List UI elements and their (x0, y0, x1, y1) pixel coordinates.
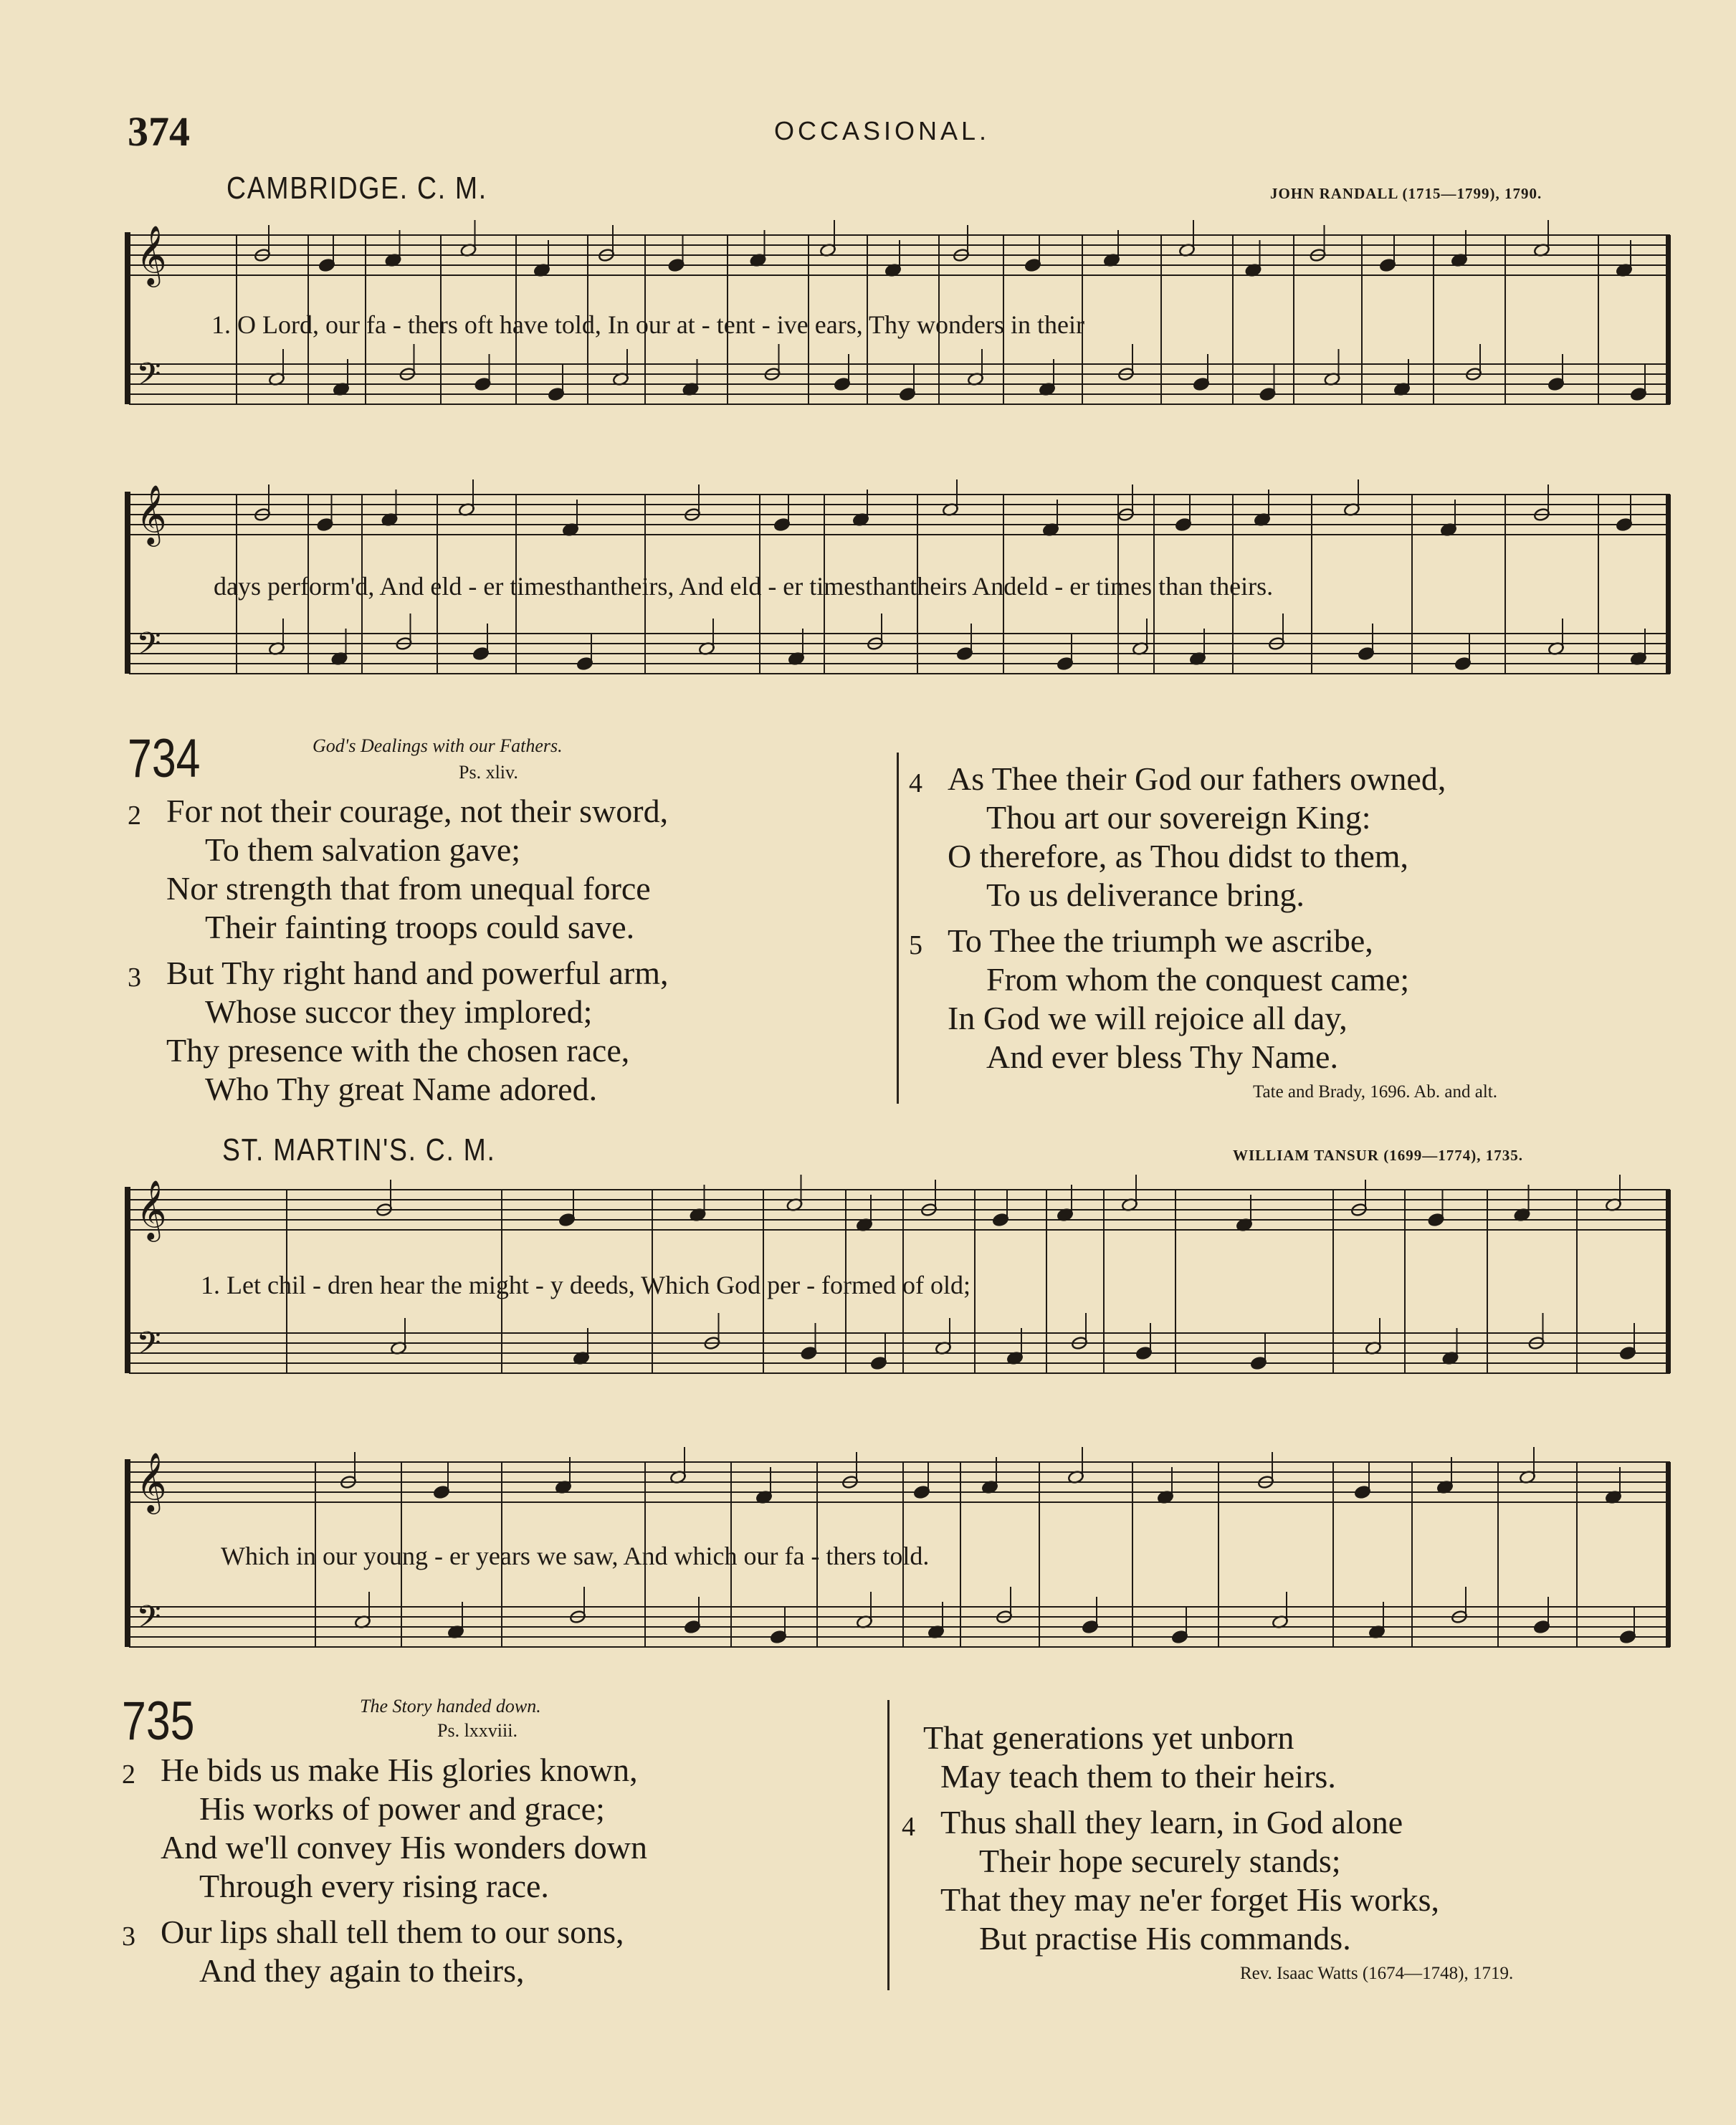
verse-line: But practise His commands. (979, 1920, 1351, 1957)
verse-line: Our lips shall tell them to our sons, (161, 1914, 624, 1950)
verse-line: For not their courage, not their sword, (166, 793, 669, 829)
tune-name-st-martins: ST. MARTIN'S. C. M. (222, 1132, 496, 1167)
verse-line: And ever bless Thy Name. (986, 1038, 1338, 1075)
hymn-number-735: 735 (122, 1691, 195, 1752)
lyrics-underlay-734-line-1: 1. O Lord, our fa - thers oft have told, In our at - tent - ive ears, Thy wonders in their (211, 310, 1084, 339)
stanza (902, 1803, 1439, 1958)
hymn-title-734: God's Dealings with our Fathers. (313, 735, 563, 756)
stanza (909, 760, 1446, 915)
stanza-number: 3 (122, 1921, 135, 1952)
verse-line: Thy presence with the chosen race, (166, 1032, 630, 1069)
stanza (128, 954, 669, 1109)
verse-column-734-right (909, 760, 1446, 1076)
verse-line: Whose succor they implored; (205, 993, 593, 1030)
verse-line: He bids us make His glories known, (161, 1752, 638, 1788)
bass-clef-icon: 𝄢 (136, 1598, 161, 1643)
verse-line: As Thee their God our fathers owned, (948, 760, 1446, 797)
verse-line: May teach them to their heirs. (940, 1758, 1336, 1795)
stanza (122, 1751, 647, 1906)
verse-line: O therefore, as Thou didst to them, (948, 838, 1409, 874)
attribution-734: Tate and Brady, 1696. Ab. and alt. (1253, 1082, 1497, 1102)
verse-line: Who Thy great Name adored. (205, 1071, 598, 1107)
stanza-number: 4 (902, 1812, 915, 1842)
running-head: OCCASIONAL. (774, 116, 991, 145)
tune-name-cambridge: CAMBRIDGE. C. M. (226, 171, 487, 206)
verse-line: And we'll convey His wonders down (161, 1829, 648, 1866)
final-barline (1666, 495, 1670, 674)
final-barline (1666, 235, 1670, 404)
psalm-reference-735: Ps. lxxviii. (437, 1720, 518, 1741)
verse-line: To Thee the triumph we ascribe, (948, 922, 1373, 959)
attribution-735: Rev. Isaac Watts (1674—1748), 1719. (1240, 1964, 1514, 1983)
stanza-number: 2 (122, 1759, 135, 1790)
verse-line: To us deliverance bring. (986, 877, 1305, 913)
column-divider-735 (887, 1700, 890, 1990)
composer-credit-st-martins: WILLIAM TANSUR (1699—1774), 1735. (1233, 1147, 1523, 1164)
bass-clef-icon: 𝄢 (136, 1324, 161, 1370)
verse-line: Their hope securely stands; (979, 1843, 1341, 1879)
verse-line: And they again to theirs, (199, 1952, 525, 1989)
verse-column-735-right (902, 1719, 1439, 1958)
verse-line: Their fainting troops could save. (205, 909, 635, 945)
lyrics-underlay-735-line-2: Which in our young - er years we saw, And which our fa - thers told. (221, 1542, 930, 1570)
verse-line: Nor strength that from unequal force (166, 870, 651, 907)
verse-line: But Thy right hand and powerful arm, (166, 955, 669, 991)
stanza (128, 792, 669, 947)
stanza (909, 922, 1446, 1076)
system-bracket (125, 492, 130, 674)
bass-clef-icon: 𝄢 (136, 355, 161, 401)
stanza-number: 4 (909, 768, 922, 798)
final-barline (1666, 1190, 1670, 1373)
system-bracket (125, 1459, 130, 1647)
system-bracket (125, 232, 130, 404)
bass-clef-icon: 𝄢 (136, 625, 161, 670)
verse-line: That they may ne'er forget His works, (940, 1881, 1439, 1918)
hymn-number-734: 734 (128, 728, 201, 789)
treble-clef-icon: 𝄞 (136, 1179, 167, 1239)
stanza-number: 5 (909, 930, 922, 960)
verse-column-735-left (122, 1751, 647, 1990)
hymn-title-735: The Story handed down. (360, 1696, 541, 1716)
final-barline (1666, 1462, 1670, 1647)
treble-clef-icon: 𝄞 (136, 484, 167, 544)
verse-line: Thou art our sovereign King: (986, 799, 1371, 836)
verse-line: From whom the conquest came; (986, 961, 1410, 998)
treble-clef-icon: 𝄞 (136, 224, 167, 285)
stanza-number: 2 (128, 801, 141, 831)
verse-line: His works of power and grace; (199, 1790, 605, 1827)
lyrics-underlay-734-line-2: days perform'd, And eld - er timesthantheirs, And eld - er timesthantheirs Andeld - er times than theirs. (214, 572, 1274, 601)
verse-line: That generations yet unborn (923, 1719, 1294, 1756)
verse-line: To them salvation gave; (205, 831, 521, 868)
verse-line: Thus shall they learn, in God alone (940, 1804, 1403, 1840)
page-number: 374 (128, 108, 190, 155)
column-divider-734 (897, 753, 899, 1104)
lyrics-underlay-735-line-1: 1. Let chil - dren hear the might - y deeds, Which God per - formed of old; (201, 1271, 971, 1299)
composer-credit-cambridge: JOHN RANDALL (1715—1799), 1790. (1270, 185, 1542, 202)
verse-column-734-left (128, 792, 669, 1109)
verse-line: In God we will rejoice all day, (948, 1000, 1348, 1036)
verse-line: Through every rising race. (199, 1868, 549, 1904)
stanza (122, 1913, 647, 1990)
stanza-number: 3 (128, 963, 141, 993)
treble-clef-icon: 𝄞 (136, 1451, 167, 1512)
psalm-reference-734: Ps. xliv. (459, 762, 518, 783)
system-bracket (125, 1187, 130, 1373)
